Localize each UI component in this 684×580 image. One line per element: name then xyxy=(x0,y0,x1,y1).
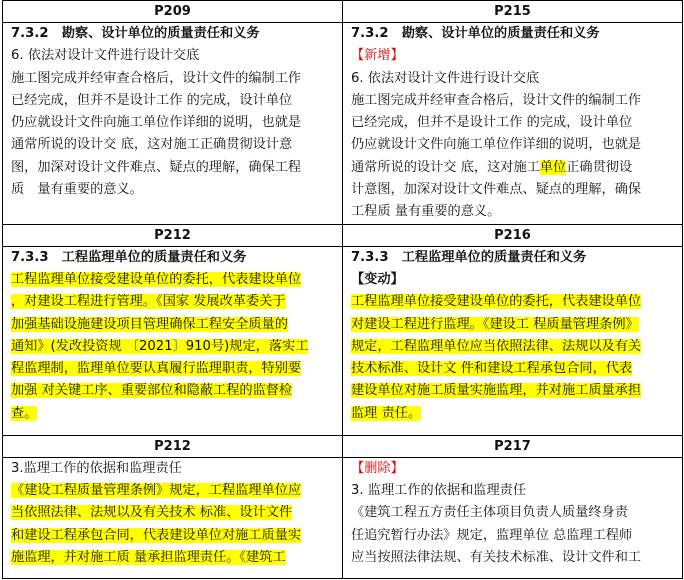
text-line: 《建筑工程五方责任主体项目负责人质量终身责 xyxy=(351,505,628,521)
header-row xyxy=(3,1,683,23)
text-line xyxy=(11,336,336,358)
change-tag-changed: 【变动】 xyxy=(351,271,404,287)
page-ref-left: P212 xyxy=(3,435,343,457)
highlighted-text: 技术标准、设计文 件和建设工程承包合同，代表 xyxy=(351,361,633,377)
page-ref-left: P209 xyxy=(3,1,343,23)
text-line: 图，加深对设计文件难点、疑点的理解，确保工程 xyxy=(11,159,302,175)
page-ref-right: P216 xyxy=(343,224,683,246)
highlighted-text: 加强基础设施建设项目管理确保工程安全质量的 xyxy=(11,316,288,332)
highlighted-text: 通知》(发改投资规 〔2021〕910号)规定，落实工 xyxy=(11,338,309,354)
text-line: 通常所说的设计交 底，这对施工正确贯彻设计意 xyxy=(11,137,293,153)
highlighted-text: ，对建设工程进行管理。《国家 发展改革委关于 xyxy=(11,294,286,310)
text-line xyxy=(11,547,336,569)
text-line xyxy=(11,403,336,425)
highlighted-text: 建设单位对施工质量实施监理，并对施工质量承担 xyxy=(351,383,642,399)
section-title: 7.3.3 工程监理单位的质量责任和义务 xyxy=(11,249,247,265)
right-cell xyxy=(343,457,683,578)
left-cell xyxy=(3,23,343,225)
text-line: 6. 依法对设计文件进行设计交底 xyxy=(11,48,200,64)
text-line: 已经完成，但并不是设计工作 的完成，设计单位 xyxy=(11,92,293,108)
text-line xyxy=(11,525,336,547)
highlighted-text: 施监理，并对施工质 量承担监理责任。《建筑工 xyxy=(11,549,286,565)
highlighted-text: 加强 对关键工序、重要部位和隐蔽工程的监督检 xyxy=(11,383,293,399)
text-line xyxy=(351,358,676,380)
content-row xyxy=(3,23,683,225)
section-title: 7.3.2 勘察、设计单位的质量责任和义务 xyxy=(11,26,260,41)
text-line: 施工图完成并经审查合格后，设计文件的编制工作 xyxy=(11,70,302,86)
content-row xyxy=(3,246,683,435)
text-line xyxy=(351,314,676,336)
text-line xyxy=(11,502,336,524)
change-tag-deleted: 【删除】 xyxy=(351,460,404,476)
text-line xyxy=(11,269,336,291)
left-cell xyxy=(3,246,343,435)
page-ref-right: P217 xyxy=(343,435,683,457)
text-line xyxy=(351,291,676,313)
text-line xyxy=(11,291,336,313)
section-title: 7.3.3 工程监理单位的质量责任和义务 xyxy=(351,249,587,265)
text-line: 6. 依法对设计文件进行设计交底 xyxy=(351,70,540,86)
change-tag-new: 【新增】 xyxy=(351,48,404,64)
comparison-table xyxy=(2,0,683,579)
highlighted-text: 当依照法律、法规以及有关技术 标准、设计文件 xyxy=(11,505,293,521)
text-line xyxy=(351,157,676,179)
text-line: 计意图，加深对设计文件难点、疑点的理解，确保 xyxy=(351,182,642,198)
highlighted-text: 监理 责任。 xyxy=(351,405,422,421)
text-fragment: 通常所说的设计交 底，这对施工 xyxy=(351,159,540,175)
highlighted-word: 单位 xyxy=(539,159,567,175)
highlighted-text: 工程监理单位接受建设单位的委托，代表建设单位 xyxy=(11,271,302,287)
highlighted-text: 查。 xyxy=(11,405,38,421)
text-line xyxy=(11,314,336,336)
highlighted-text: 规定，工程监理单位应当依照法律、法规以及有关 xyxy=(351,338,642,354)
text-line xyxy=(11,380,336,402)
highlighted-text: 《建设工程质量管理条例》规定，工程监理单位应 xyxy=(11,482,302,498)
text-line xyxy=(351,336,676,358)
text-line: 质 量有重要的意义。 xyxy=(11,182,143,198)
left-cell xyxy=(3,457,343,578)
text-line xyxy=(351,403,676,425)
text-line: 仍应就设计文件向施工单位作详细的说明，也就是 xyxy=(351,137,642,153)
text-line: 已经完成，但并不是设计工作 的完成，设计单位 xyxy=(351,115,633,131)
page-ref-left: P212 xyxy=(3,224,343,246)
right-cell xyxy=(343,23,683,225)
highlighted-text: 程监理制，监理单位要认真履行监理职责，特别要 xyxy=(11,361,302,377)
text-line: 任追究暂行办法》规定，监理单位 总监理工程师 xyxy=(351,527,633,543)
text-line: 工程质 量有重要的意义。 xyxy=(351,204,501,220)
highlighted-text: 和建设工程承包合同，代表建设单位对施工质量实 xyxy=(11,527,302,543)
text-line: 施工图完成并经审查合格后，设计文件的编制工作 xyxy=(351,92,642,108)
text-line xyxy=(11,480,336,502)
highlighted-text: 对建设工程进行监理。《建设工 程质量管理条例》 xyxy=(351,316,639,332)
subsection-title: 3.监理工作的依据和监理责任 xyxy=(11,460,182,476)
right-cell xyxy=(343,246,683,435)
text-line: 3. 监理工作的依据和监理责任 xyxy=(351,482,527,498)
header-row xyxy=(3,435,683,457)
header-row xyxy=(3,224,683,246)
highlighted-text: 工程监理单位接受建设单位的委托，代表建设单位 xyxy=(351,294,642,310)
text-line: 应当按照法律法规、有关技术标准、设计文件和工 xyxy=(351,549,642,565)
text-line xyxy=(351,380,676,402)
content-row xyxy=(3,457,683,578)
section-title: 7.3.2 勘察、设计单位的质量责任和义务 xyxy=(351,26,600,41)
page-ref-right: P215 xyxy=(343,1,683,23)
text-line xyxy=(11,358,336,380)
text-fragment: 正确贯彻设 xyxy=(566,159,633,175)
text-line: 仍应就设计文件向施工单位作详细的说明，也就是 xyxy=(11,115,302,131)
